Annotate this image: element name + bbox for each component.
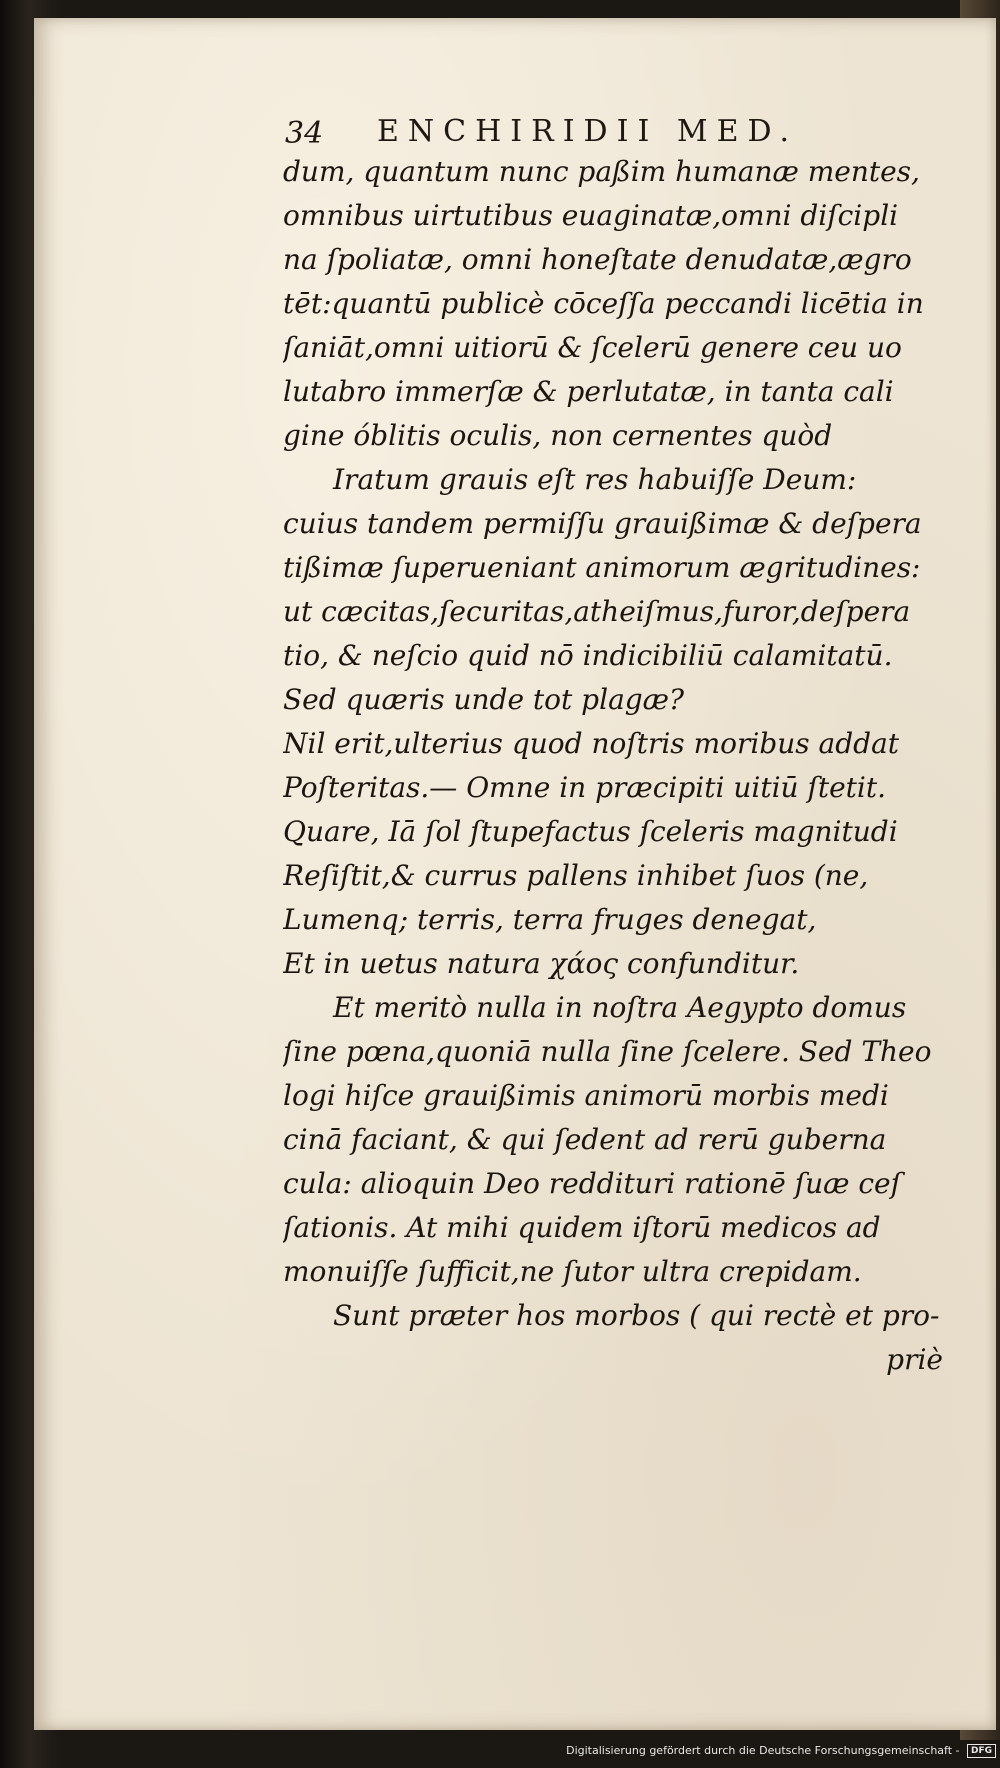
text-line: tio, & neſcio quid nō indicibiliū calamitatū.	[283, 639, 893, 672]
text-line: cuius tandem permiſſu grauißimæ & deſpera	[283, 507, 922, 540]
text-line: gine óblitis oculis, non cernentes quòd	[283, 419, 833, 452]
text-line: logi hiſce grauißimis animorū morbis medi	[283, 1079, 889, 1112]
catchword: priè	[886, 1343, 943, 1376]
text-line: Lumenq; terris, terra fruges denegat,	[283, 903, 817, 936]
text-line: tēt:quantū publicè cōceſſa peccandi licētia in	[283, 287, 924, 320]
running-head	[285, 110, 885, 154]
text-line: ut cæcitas,ſecuritas,atheiſmus,furor,deſpera	[283, 595, 911, 628]
text-line: Nil erit,ulterius quod noſtris moribus addat	[283, 727, 900, 760]
text-line: Poſteritas.— Omne in præcipiti uitiū ſtetit.	[283, 771, 887, 804]
text-line: ſaniāt,omni uitiorū & ſcelerū genere ceu uo	[283, 331, 902, 364]
digitization-credit	[560, 1744, 996, 1764]
text-line: cula: alioquin Deo reddituri rationē ſuæ ceſ	[283, 1167, 901, 1200]
text-line: Et in uetus natura χάος confunditur.	[283, 947, 800, 980]
body-text	[283, 150, 953, 1410]
text-line: Et meritò nulla in noſtra Aegypto domus	[333, 991, 907, 1024]
text-line: cinā faciant, & qui ſedent ad rerū guberna	[283, 1123, 887, 1156]
dfg-logo-icon: DFG	[967, 1744, 996, 1758]
text-line: dum, quantum nunc paßim humanæ mentes,	[283, 155, 920, 188]
text-line: ſationis. At mihi quidem iſtorū medicos ad	[283, 1211, 881, 1244]
text-line: Sed quæris unde tot plagæ?	[283, 683, 685, 716]
text-line: ſine pœna,quoniā nulla ſine ſcelere. Sed Theo	[283, 1035, 932, 1068]
text-line: na ſpoliatæ, omni honeſtate denudatæ,ægro	[283, 243, 912, 276]
text-line: tißimæ ſuperueniant animorum ægritudines:	[283, 551, 921, 584]
text-line: Sunt præter hos morbos ( qui rectè et pro-	[333, 1299, 940, 1332]
text-line: Iratum grauis eſt res habuiſſe Deum:	[333, 463, 857, 496]
text-line: monuiſſe ſufficit,ne ſutor ultra crepidam.	[283, 1255, 862, 1288]
credit-text: Digitalisierung gefördert durch die Deutsche Forschungsgemeinschaft -	[566, 1744, 960, 1757]
text-line: Quare, Iā ſol ſtupefactus ſceleris magnitudi	[283, 815, 898, 848]
text-line: lutabro immerſæ & perlutatæ, in tanta cali	[283, 375, 894, 408]
running-title: ENCHIRIDII MED.	[377, 114, 798, 149]
text-line: Reſiſtit,& currus pallens inhibet ſuos (ne,	[283, 859, 869, 892]
page-number: 34	[285, 116, 324, 151]
text-line: omnibus uirtutibus euaginatæ,omni diſcipli	[283, 199, 899, 232]
